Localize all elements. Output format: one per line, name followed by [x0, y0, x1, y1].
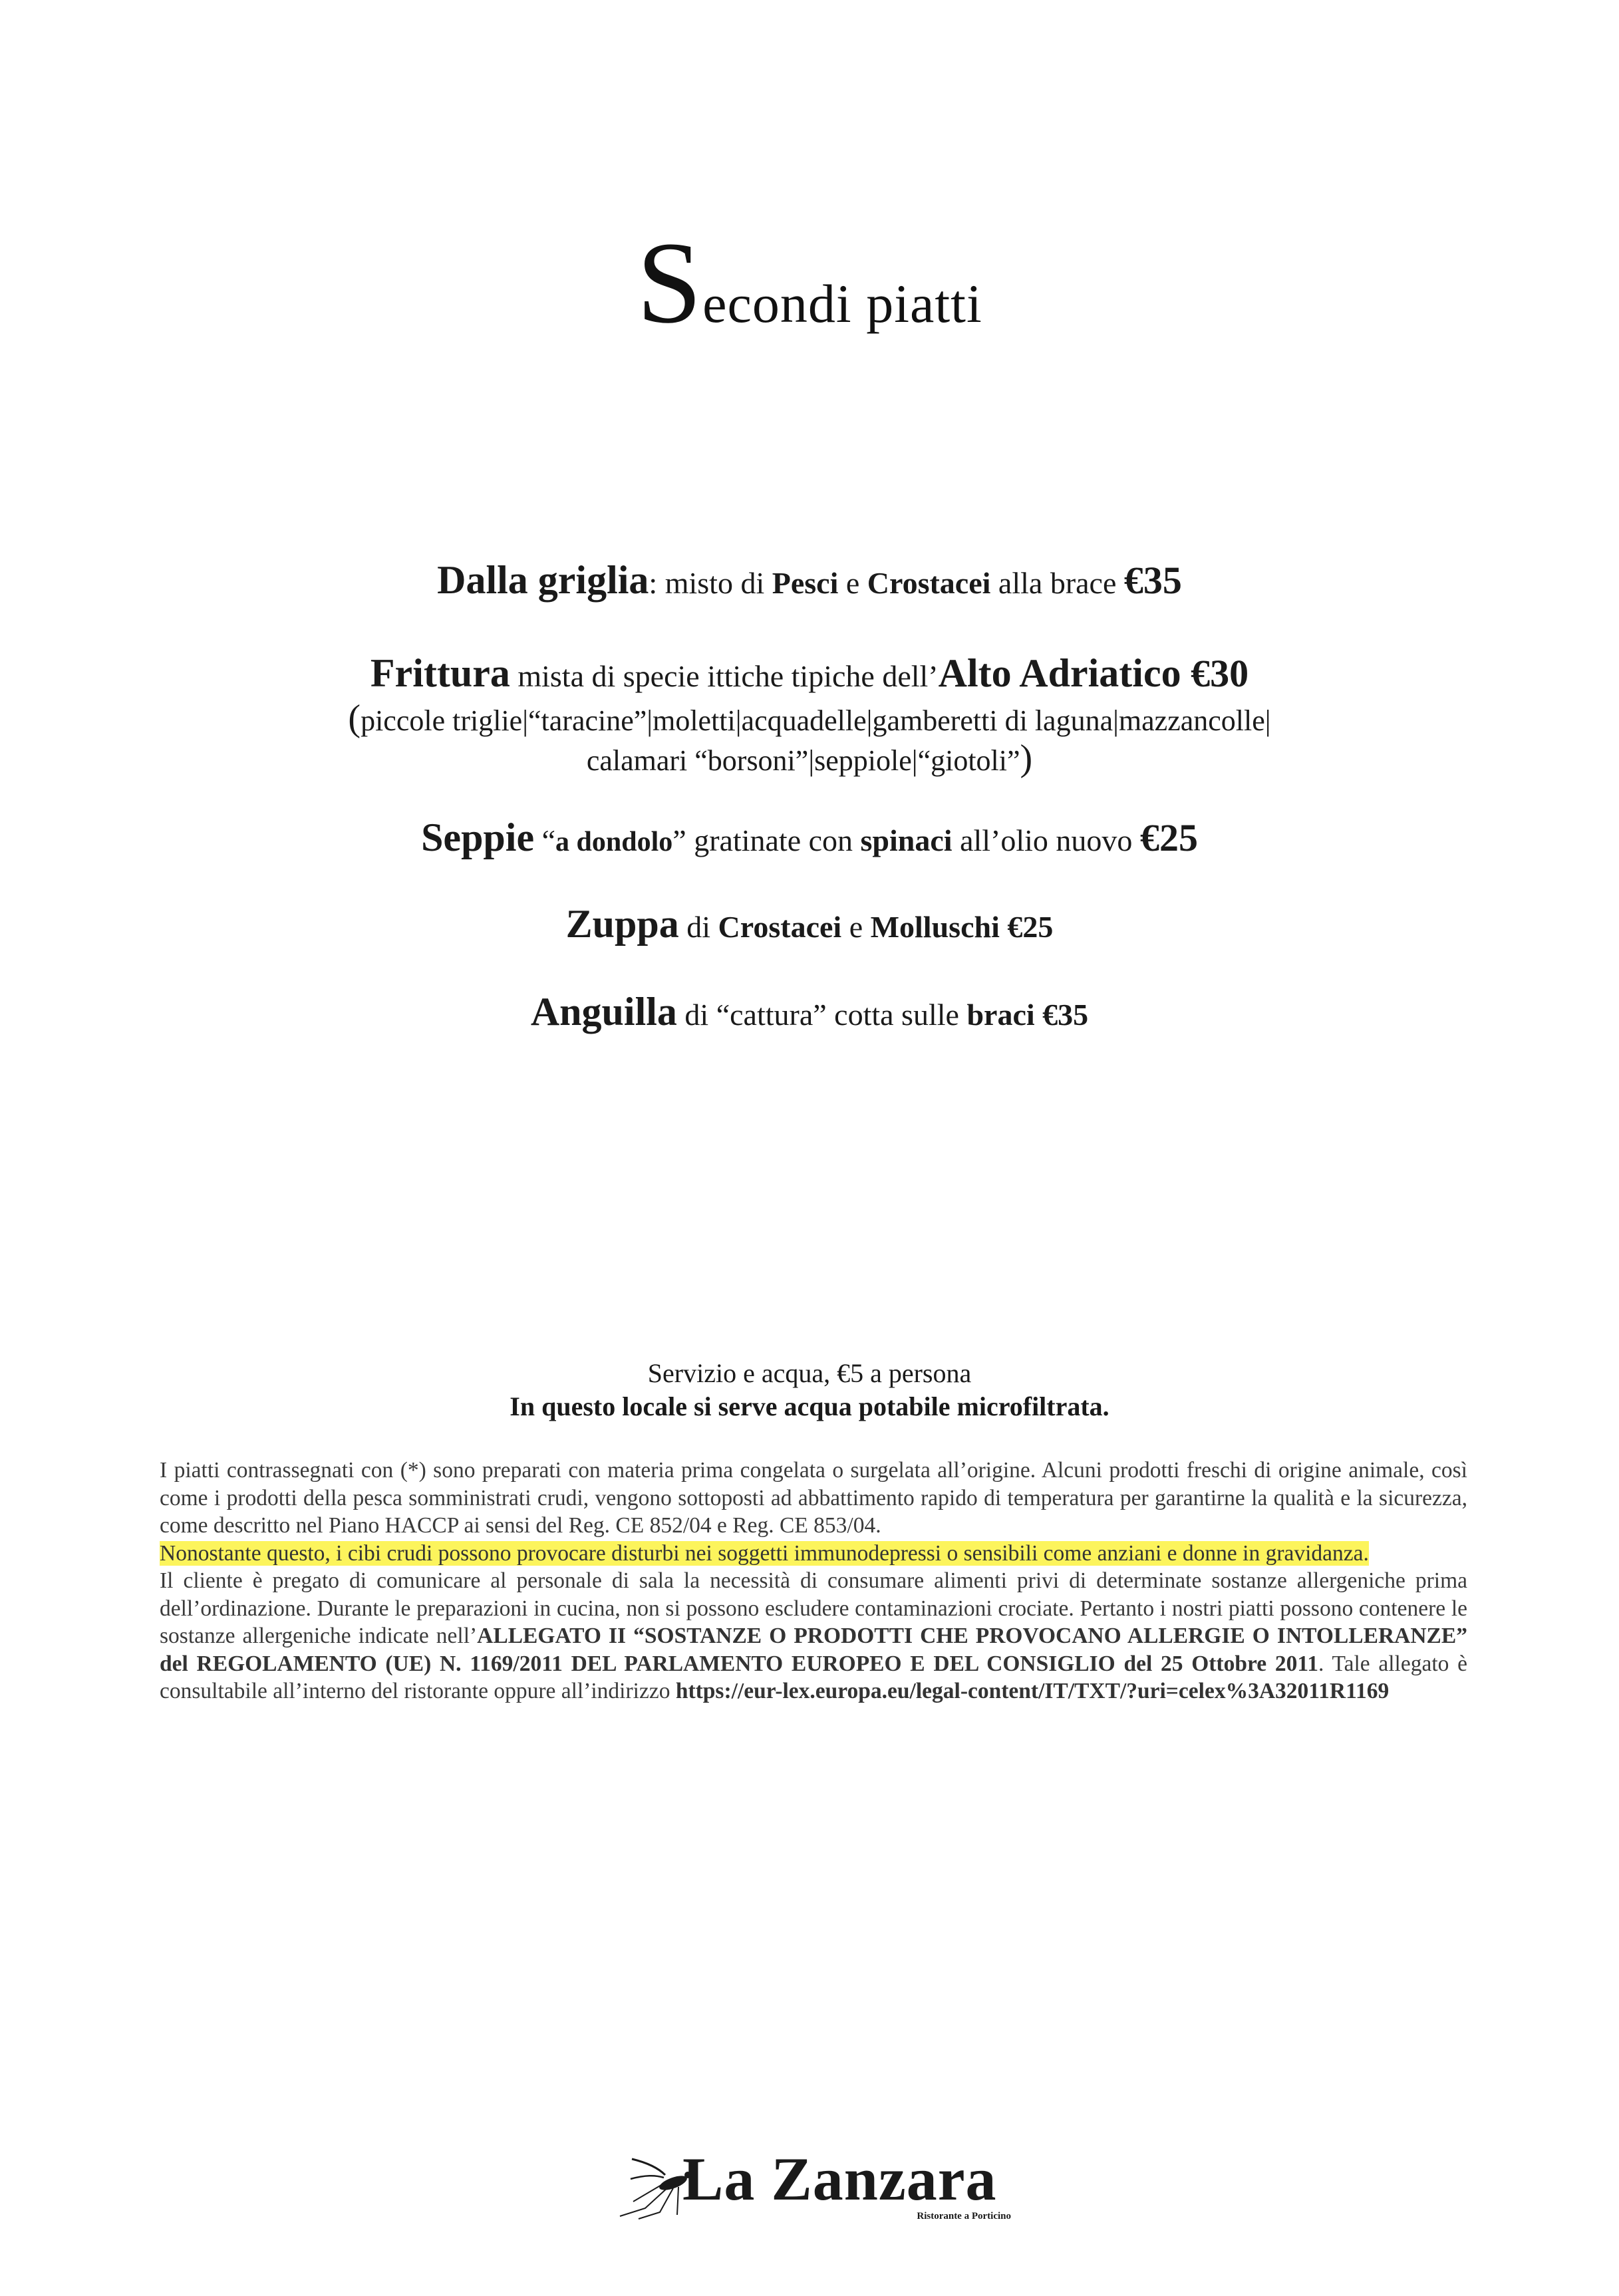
dish-anguilla: Anguilla di “cattura” cotta sulle braci €35 [530, 990, 1089, 1034]
dish-price: €35 [1123, 559, 1182, 602]
allergen-notice [160, 1457, 1467, 1705]
regulation-link[interactable]: https://eur-lex.europa.eu/legal-content/IT/TXT/?uri=celex%3A32011R1169 [675, 1679, 1390, 1703]
notice-allergens: Il cliente è pregato di comunicare al personale di sala la necessità di consumare alimenti privi di determinate sostanze allergeniche prima dell’ordinazione. Durante le preparazioni in cucina, non si possono escludere contaminazioni crociate. Pertanto i nostri piatti possono contenere le sostanze allergeniche indicate nell’ALLEGATO II “SOSTANZE O PRODOTTI CHE PROVOCANO ALLERGIE O INTOLLERANZE” del REGOLAMENTO (UE) N. 1169/2011 DEL PARLAMENTO EUROPEO E DEL CONSIGLIO del 25 Ottobre 2011. Tale allegato è consultabile all’interno del ristorante oppure all’indirizzo https://eur-lex.europa.eu/legal-content/IT/TXT/?uri=celex%3A32011R1169 [160, 1568, 1467, 1703]
dish-zuppa: Zuppa di Crostacei e Molluschi €25 [565, 902, 1054, 946]
dish-price: €30 [1181, 652, 1249, 695]
dish-seppie: Seppie “a dondolo” gratinate con spinaci all’olio nuovo €25 [421, 815, 1198, 859]
dish-price: €25 [1139, 816, 1198, 859]
frittura-ingredients-note: (piccole triglie|“taracine”|moletti|acquadelle|gamberetti di laguna|mazzancolle| calamari “borsoni”|seppiole|“giotoli”) [348, 698, 1271, 779]
service-charge: Servizio e acqua, €5 a persona [647, 1358, 972, 1388]
mosquito-icon [619, 2155, 692, 2222]
dish-price: €35 [1042, 998, 1089, 1032]
service-info [0, 1357, 1619, 1423]
logo-subtitle: Ristorante a Porticino [917, 2211, 1011, 2222]
restaurant-logo [619, 2145, 1018, 2222]
notice-raw-food-warning: Nonostante questo, i cibi crudi possono provocare disturbi nei soggetti immunodepressi o sensibili come anziani e donne in gravidanza. [160, 1540, 1369, 1566]
notice-frozen-products: I piatti contrassegnati con (*) sono preparati con materia prima congelata o surgelata all’origine. Alcuni prodotti freschi di origine animale, così come i prodotti della pesca somministrati crudi, vengono sottoposti ad abbattimento rapido di temperatura per garantirne la qualità e la sicurezza, come descritto nel Piano HACCP ai sensi del Reg. CE 852/04 e Reg. CE 853/04. [160, 1458, 1467, 1538]
dish-price: €25 [1007, 910, 1054, 944]
dish-dalla-griglia: Dalla griglia: misto di Pesci e Crostacei alla brace €35 [437, 558, 1182, 602]
page-title: Secondi piatti [637, 218, 982, 348]
logo-name: La Zanzara [682, 2145, 997, 2213]
dish-frittura: Frittura mista di specie ittiche tipiche dell’Alto Adriatico €30 [370, 651, 1249, 695]
water-note: In questo locale si serve acqua potabile microfiltrata. [510, 1391, 1109, 1421]
